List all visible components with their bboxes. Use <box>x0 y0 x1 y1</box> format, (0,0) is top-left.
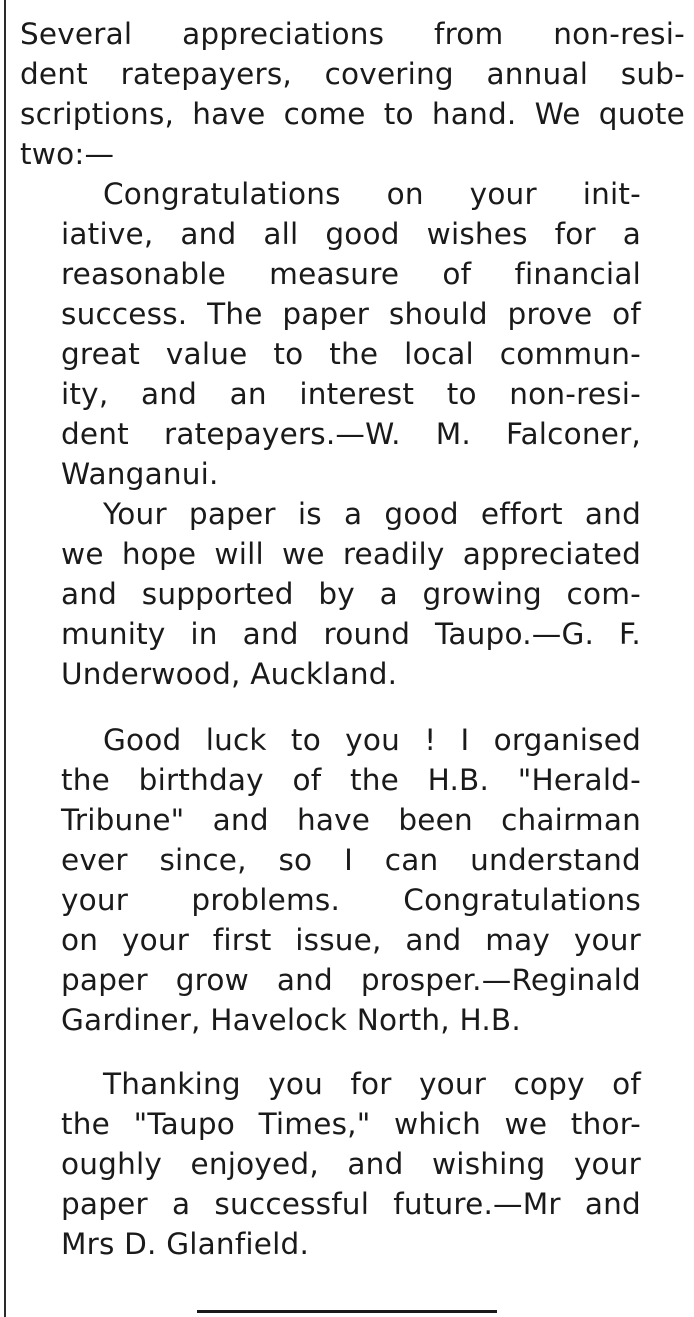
letter-line: Tribune" and have been chairman <box>61 803 641 837</box>
letter-gardiner <box>61 720 641 1040</box>
letter-line: Good luck to you ! I organised <box>103 723 641 757</box>
letter-line: and supported by a growing com- <box>61 577 641 611</box>
letter-line: we hope will we readily appreciated <box>61 537 641 571</box>
letter-line: Underwood, Auckland. <box>61 657 398 691</box>
column-rule <box>4 0 6 1317</box>
letter-line: the "Taupo Times," which we thor- <box>61 1107 641 1141</box>
letter-line: dent ratepayers.—W. M. Falconer, <box>61 417 641 451</box>
letter-line: Wanganui. <box>61 457 219 491</box>
letter-line: paper grow and prosper.—Reginald <box>61 963 641 997</box>
letter-falconer <box>61 174 641 494</box>
section-divider <box>197 1310 497 1313</box>
intro-line: Several appreciations from non-resi- <box>20 17 685 51</box>
letter-line: on your first issue, and may your <box>61 923 641 957</box>
letter-underwood <box>61 494 641 694</box>
letter-line: Congratulations on your init- <box>103 177 641 211</box>
intro-line: dent ratepayers, covering annual sub- <box>20 57 685 91</box>
intro-paragraph <box>20 14 685 174</box>
letter-line: success. The paper should prove of <box>61 297 641 331</box>
letter-line: ever since, so I can understand <box>61 843 641 877</box>
letter-line: Your paper is a good effort and <box>103 497 641 531</box>
intro-line: two:— <box>20 137 115 171</box>
letter-line: ity, and an interest to non-resi- <box>61 377 641 411</box>
letter-line: Gardiner, Havelock North, H.B. <box>61 1003 521 1037</box>
letter-line: munity in and round Taupo.—G. F. <box>61 617 641 651</box>
letter-line: iative, and all good wishes for a <box>61 217 641 251</box>
letter-line: great value to the local commun- <box>61 337 641 371</box>
letter-line: Mrs D. Glanfield. <box>61 1227 310 1261</box>
letter-line: your problems. Congratulations <box>61 883 641 917</box>
letter-line: Thanking you for your copy of <box>103 1067 641 1101</box>
letter-line: paper a successful future.—Mr and <box>61 1187 641 1221</box>
letter-line: the birthday of the H.B. "Herald- <box>61 763 641 797</box>
letter-line: oughly enjoyed, and wishing your <box>61 1147 641 1181</box>
letter-line: reasonable measure of financial <box>61 257 641 291</box>
letter-glanfield <box>61 1064 641 1264</box>
intro-line: scriptions, have come to hand. We quote <box>20 97 685 131</box>
